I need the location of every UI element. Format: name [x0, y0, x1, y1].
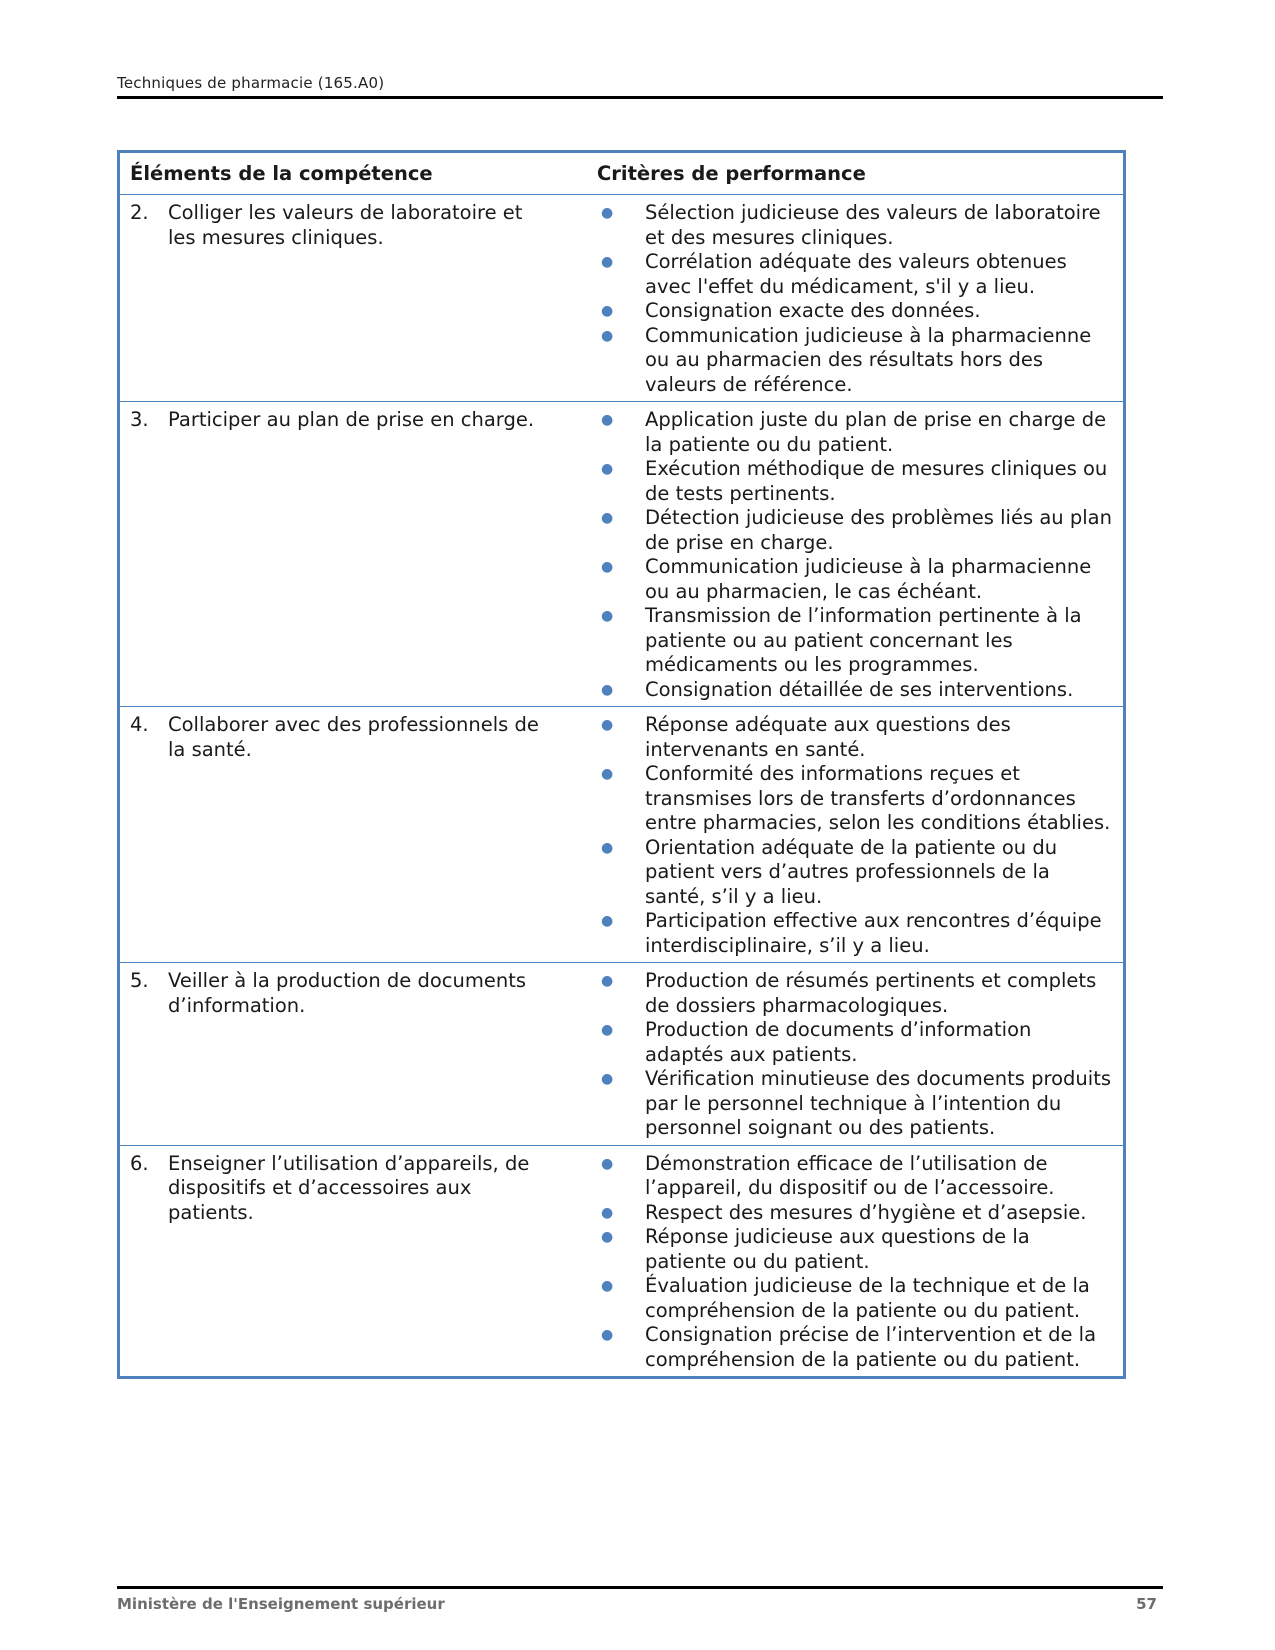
- criteria-item: [597, 713, 1113, 762]
- element-cell: [120, 402, 587, 707]
- criteria-item: [597, 1201, 1113, 1226]
- table-row: [120, 195, 1123, 402]
- competency-element: [130, 408, 577, 433]
- criteria-text: Réponse judicieuse aux questions de la patiente ou du patient.: [645, 1225, 1030, 1273]
- criteria-text: Communication judicieuse à la pharmacienne ou au pharmacien des résultats hors des valeurs de référence.: [645, 323, 1092, 396]
- bullet-icon: ●: [601, 510, 614, 526]
- column-header-criteria: Critères de performance: [587, 153, 1123, 195]
- criteria-item: [597, 1274, 1113, 1323]
- criteria-text: Orientation adéquate de la patiente ou du patient vers d’autres professionnels de la santé, s’il y a lieu.: [645, 835, 1058, 908]
- bullet-icon: ●: [601, 205, 614, 221]
- bullet-icon: ●: [601, 681, 614, 698]
- criteria-text: Consignation détaillée de ses interventions.: [645, 677, 1074, 701]
- element-cell: [120, 963, 587, 1146]
- element-cell: [120, 707, 587, 963]
- element-number: 3.: [130, 408, 149, 431]
- element-text: Collaborer avec des professionnels de la santé.: [168, 713, 539, 761]
- bullet-icon: ●: [601, 254, 614, 270]
- element-cell: [120, 195, 587, 402]
- criteria-list: [597, 1152, 1113, 1373]
- criteria-list: [597, 201, 1113, 397]
- bullet-icon: ●: [601, 717, 614, 733]
- competency-element: [130, 1152, 577, 1226]
- bullet-icon: ●: [601, 608, 614, 624]
- criteria-item: [597, 324, 1113, 398]
- criteria-list: [597, 713, 1113, 958]
- competency-element: [130, 201, 577, 250]
- competency-element: [130, 713, 577, 762]
- criteria-text: Communication judicieuse à la pharmacienne ou au pharmacien, le cas échéant.: [645, 555, 1092, 603]
- element-text: Veiller à la production de documents d’information.: [168, 969, 527, 1017]
- criteria-item: [597, 969, 1113, 1018]
- criteria-item: [597, 555, 1113, 604]
- element-number: 2.: [130, 201, 149, 224]
- criteria-text: Production de documents d’information adaptés aux patients.: [645, 1018, 1032, 1066]
- bullet-icon: ●: [601, 461, 614, 477]
- element-text: Enseigner l’utilisation d’appareils, de dispositifs et d’accessoires aux patients.: [168, 1151, 530, 1224]
- bullet-icon: ●: [601, 1278, 614, 1294]
- criteria-text: Réponse adéquate aux questions des intervenants en santé.: [645, 713, 1011, 761]
- criteria-item: [597, 604, 1113, 678]
- criteria-item: [597, 1323, 1113, 1372]
- table-row: [120, 963, 1123, 1146]
- criteria-item: [597, 836, 1113, 910]
- page-number: 57: [1136, 1595, 1157, 1613]
- criteria-item: [597, 1152, 1113, 1201]
- bullet-icon: ●: [601, 973, 614, 989]
- bullet-icon: ●: [601, 766, 614, 782]
- criteria-cell: [587, 402, 1123, 707]
- bullet-icon: ●: [601, 412, 614, 428]
- competency-table: [117, 150, 1126, 1379]
- element-text: Participer au plan de prise en charge.: [168, 408, 535, 431]
- criteria-text: Application juste du plan de prise en charge de la patiente ou du patient.: [645, 408, 1107, 456]
- bullet-icon: ●: [601, 327, 614, 344]
- criteria-cell: [587, 195, 1123, 402]
- table-header-row: [120, 153, 1123, 195]
- column-header-elements: Éléments de la compétence: [120, 153, 587, 195]
- bullet-icon: ●: [601, 1229, 614, 1245]
- table-row: [120, 402, 1123, 707]
- competency-element: [130, 969, 577, 1018]
- criteria-text: Conformité des informations reçues et transmises lors de transferts d’ordonnances entre pharmacies, selon les conditions établies.: [645, 762, 1111, 834]
- criteria-item: [597, 250, 1113, 299]
- criteria-text: Production de résumés pertinents et complets de dossiers pharmacologiques.: [645, 969, 1097, 1017]
- criteria-cell: [587, 1145, 1123, 1376]
- bullet-icon: ●: [601, 559, 614, 575]
- criteria-item: [597, 762, 1113, 836]
- page-header: [117, 74, 1163, 99]
- element-number: 5.: [130, 969, 149, 992]
- footer-ministry: Ministère de l'Enseignement supérieur: [117, 1595, 445, 1613]
- criteria-item: [597, 678, 1113, 703]
- criteria-text: Consignation exacte des données.: [645, 299, 981, 322]
- bullet-icon: ●: [601, 1022, 614, 1038]
- criteria-item: [597, 201, 1113, 250]
- criteria-cell: [587, 707, 1123, 963]
- criteria-text: Détection judicieuse des problèmes liés au plan de prise en charge.: [645, 506, 1112, 554]
- document-title: Techniques de pharmacie (165.A0): [117, 74, 385, 92]
- table-row: [120, 1145, 1123, 1376]
- criteria-item: [597, 408, 1113, 457]
- bullet-icon: ●: [601, 1071, 614, 1087]
- criteria-item: [597, 457, 1113, 506]
- criteria-text: Sélection judicieuse des valeurs de laboratoire et des mesures cliniques.: [645, 201, 1101, 249]
- criteria-text: Démonstration efficace de l’utilisation de l’appareil, du dispositif ou de l’accessoire.: [645, 1151, 1055, 1199]
- page-footer: [117, 1586, 1163, 1613]
- criteria-item: [597, 506, 1113, 555]
- table-body: [120, 195, 1123, 1377]
- criteria-text: Consignation précise de l’intervention et de la compréhension de la patiente ou du patient.: [645, 1323, 1097, 1371]
- element-number: 6.: [130, 1151, 149, 1175]
- criteria-text: Corrélation adéquate des valeurs obtenues avec l'effet du médicament, s'il y a lieu.: [645, 250, 1067, 298]
- bullet-icon: ●: [601, 1327, 614, 1343]
- criteria-list: [597, 408, 1113, 702]
- bullet-icon: ●: [601, 839, 614, 856]
- criteria-item: [597, 909, 1113, 958]
- criteria-text: Évaluation judicieuse de la technique et de la compréhension de la patiente ou du patient.: [645, 1274, 1090, 1322]
- criteria-item: [597, 1067, 1113, 1141]
- criteria-list: [597, 969, 1113, 1141]
- element-text: Colliger les valeurs de laboratoire et les mesures cliniques.: [168, 201, 523, 249]
- bullet-icon: ●: [601, 1155, 614, 1172]
- bullet-icon: ●: [601, 1204, 614, 1221]
- element-number: 4.: [130, 713, 149, 736]
- element-cell: [120, 1145, 587, 1376]
- criteria-text: Vérification minutieuse des documents produits par le personnel technique à l’intention du personnel soignant ou des patients.: [645, 1067, 1112, 1139]
- bullet-icon: ●: [601, 303, 614, 319]
- criteria-item: [597, 1225, 1113, 1274]
- criteria-text: Exécution méthodique de mesures cliniques ou de tests pertinents.: [645, 457, 1108, 505]
- criteria-item: [597, 1018, 1113, 1067]
- criteria-text: Participation effective aux rencontres d’équipe interdisciplinaire, s’il y a lieu.: [645, 909, 1102, 957]
- criteria-text: Transmission de l’information pertinente à la patiente ou au patient concernant les médicaments ou les programmes.: [645, 604, 1082, 676]
- criteria-cell: [587, 963, 1123, 1146]
- table-row: [120, 707, 1123, 963]
- criteria-text: Respect des mesures d’hygiène et d’asepsie.: [645, 1200, 1087, 1224]
- criteria-item: [597, 299, 1113, 324]
- bullet-icon: ●: [601, 913, 614, 929]
